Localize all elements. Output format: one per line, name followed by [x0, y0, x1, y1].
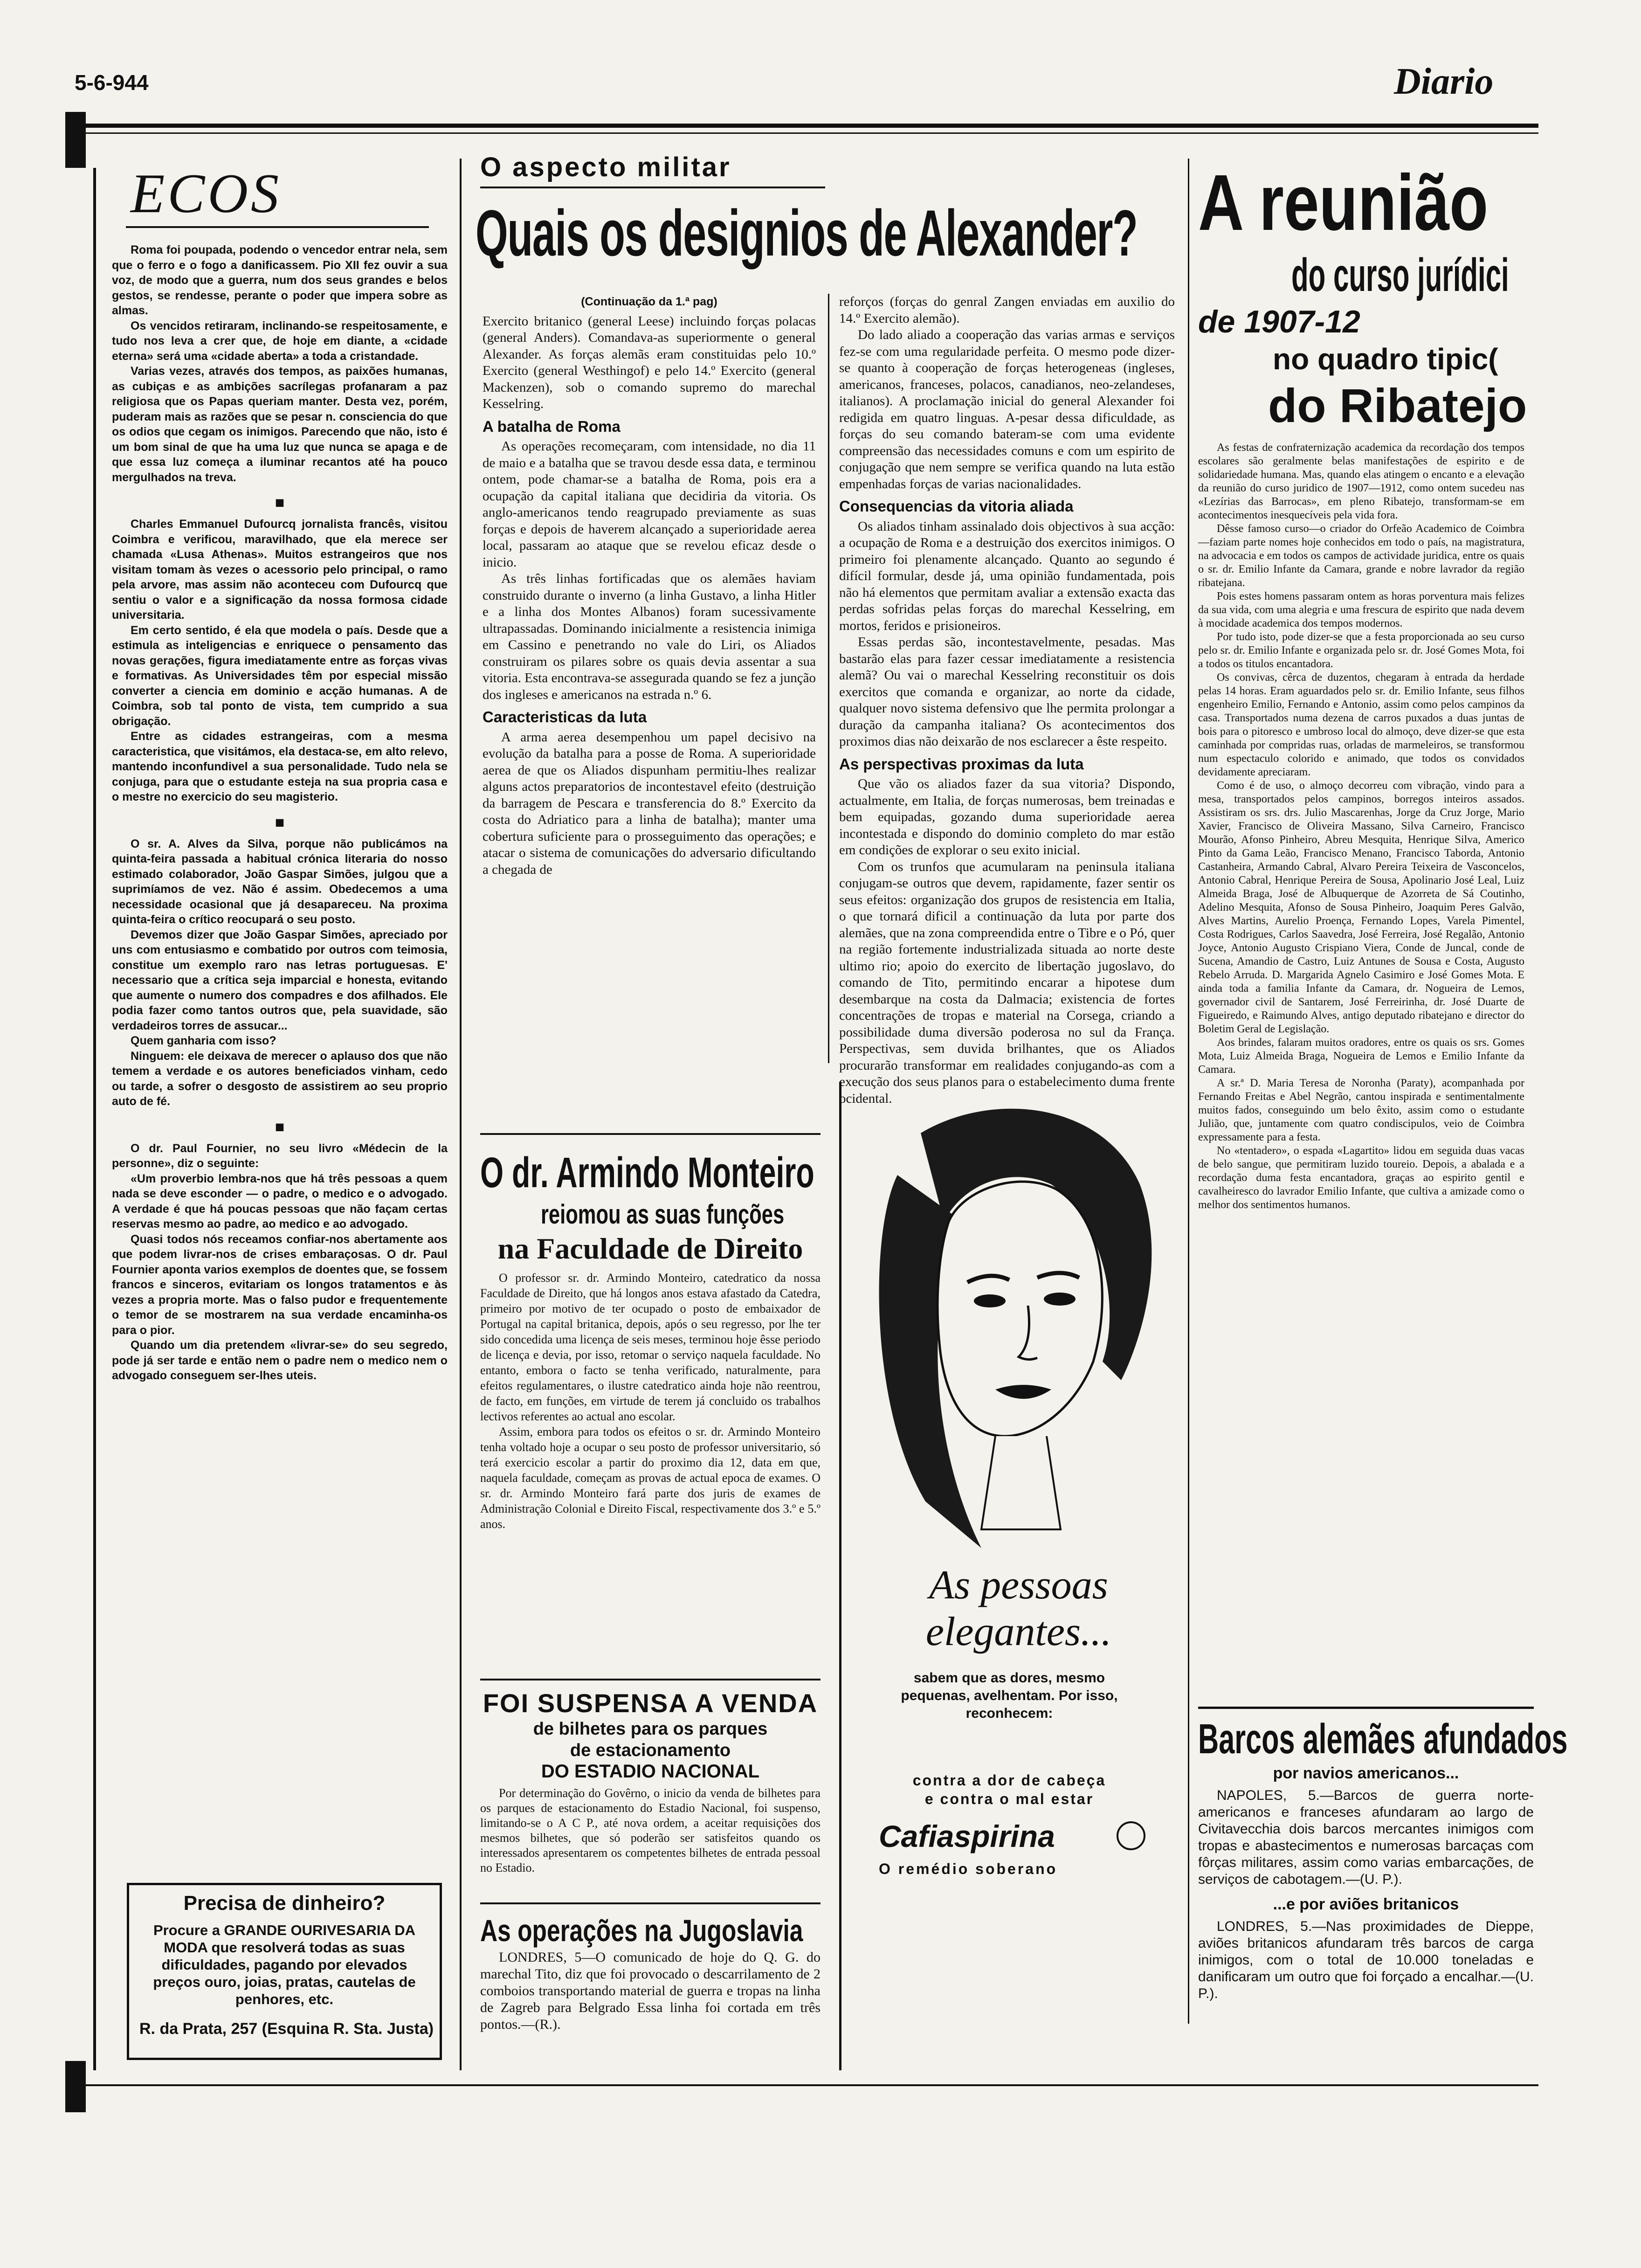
jugoslavia-headline: As operações na Jugoslavia [480, 1913, 803, 1948]
monteiro-text [480, 1270, 820, 1532]
jugoslavia-text: LONDRES, 5—O comunicado de hoje do Q. G. do marechal Tito, diz que foi provocado o descarrilamento de 2 comboios transportando material de guerra e tropas na linha de Zagreb para Belgrado Essa linha foi cortada em três pontos.—(R.). [480, 1950, 820, 2032]
ad-ourivesaria-title: Precisa de dinheiro? [183, 1892, 386, 1915]
monteiro-paragraph: O professor sr. dr. Armindo Monteiro, catedratico da nossa Faculdade de Direito, que há longos anos estava afastado da Catedra, primeiro por motivo de ter ocupado o posto de embaixador de Portugal na capital britanica, depois, após o seu regresso, por lhe ter sido concedida uma licença de seis meses, terminou hoje êsse periodo de licença e devia, por isso, retomar o serviço naquela faculdade. No entanto, embora o facto se tenha verificado, naturalmente, para efeitos regulamentares, o ilustre catedratico ainda hoje não reentrou, de facto, em funções, em virtude de terem já concluido os trabalhos lectivos referentes ao actual ano escolar. [480, 1271, 820, 1423]
ecos-paragraph: Em certo sentido, é ela que modela o país. Desde que a estimula as inteligencias e enriquece o pensamento das novas gerações, figura imediatamente entre as forças vivas e formativas. As Universidades têm por especial missão converter a ciencia em dominio e acção humanas. A de Coimbra, sob tal ponto de vista, tem cumprido a sua obrigação. [112, 623, 448, 728]
militar-paragraph: As três linhas fortificadas que os alemães haviam construido durante o inverno (a linha Gustavo, a linha Hitler e a linha dos Montes Albanos) foram sucessivamente ultrapassadas. Dominando inicialmente a resistencia inimiga em Cassino e penetrando no vale do Liri, os Aliados construiram os pilares sobre os quais devia assentar a sua vitoria. Esta encontrava-se assegurada quando se fez a junção dos ingleses e americanos na estrada n.º 6. [483, 571, 816, 702]
monteiro-paragraph: Assim, embora para todos os efeitos o sr. dr. Armindo Monteiro tenha voltado hoje a ocupar o seu posto de professor universitario, só terá exercicio escolar a partir do proximo dia 12, data em que, naquela faculdade, começam as provas de actual epoca de exames. O sr. dr. Armindo Monteiro fará parte dos juris de exames de Administração Colonial e Direito Fiscal, respectivamente dos 3.º e 5.º anos. [480, 1425, 820, 1531]
ecos-paragraph: Quando um dia pretendem «livrar-se» do seu segredo, pode já ser tarde e então nem o padre nem o medico nem o advogado conseguem ser-lhes uteis. [112, 1339, 448, 1382]
column-rule-mid [828, 294, 829, 1063]
reuniao-line-2: do curso jurídici [1291, 249, 1509, 301]
ecos-paragraph: Os vencidos retiraram, inclinando-se respeitosamente, e tudo nos leva a crer que, de hoje em diante, a «cidade eterna» será uma «cidade aberta» a toda a cristandade. [112, 319, 448, 363]
monteiro-bottom-rule [480, 1679, 820, 1680]
barcos-text: NAPOLES, 5.—Barcos de guerra norte-americanos e franceses afundaram ao largo de Civitavecchia dois barcos mercantes inimigos com tropas e abastecimentos e numerosas barcaças com fôrças militares, assim como varias embarcações, de serviços de cabotagem.—(U. P.). [1198, 1788, 1534, 1887]
reuniao-paragraph: As festas de confraternização academica da recordação dos tempos escolares são geralmente belas manifestações de espirito e de solidariedade humana. Mas, quando elas atingem o encanto e a elevação da reunião do curso juridico de 1907—1912, como ontem sucedeu nas «Lezírias das Barrocas», em pleno Ribatejo, transformam-se em acontecimentos inesquecíveis pela vida fora. [1198, 442, 1524, 521]
reuniao-paragraph: A sr.ª D. Maria Teresa de Noronha (Paraty), acompanhada por Fernando Freitas e Abel Negrão, cantou inspirada e sentimentalmente muitos fados, conseguindo um belo êxito, assim como o estudante Julião, que, juntamente com quatro condiscipulos, veio de Coimbra expressamente para a festa. [1198, 1077, 1524, 1143]
ecos-paragraph: Varias vezes, através dos tempos, as paixões humanas, as cubiças e as ambições sacrílegas profanaram a paz religiosa que os Papas queriam manter. Desta vez, porém, puderam mais as razões que se pesar n. consciencia do que os odios que cegam os inimigos. Parecendo que não, isto é um bom sinal de que ha uma luz que nunca se apaga e de que essa luz começa a iluminar recantos até ha pouco mergulhados na treva. [112, 365, 448, 484]
ecos-title: ECOS [131, 162, 282, 224]
militar-kicker-underline [480, 187, 825, 188]
reuniao-paragraph: Dêsse famoso curso—o criador do Orfeão Academico de Coimbra—faziam parte nomes hoje conhecidos em todo o país, na magistratura, na advocacia e em todos os campos de actividade juridica, entre os quais o sr. dr. Emilio Infante da Camara, grande e nobre lavrador da região ribatejana. [1198, 523, 1524, 589]
column-rule-3 [1188, 159, 1189, 2024]
separator-mark: ■ [275, 814, 285, 831]
ad-slogan-1: contra a dor de cabeça [912, 1772, 1106, 1789]
monteiro-headline: O dr. Armindo Monteiro [480, 1149, 814, 1196]
estadio-article [480, 1688, 820, 1875]
reuniao-line-4: no quadro tipic( [1273, 342, 1498, 376]
reuniao-headline: A reunião [1198, 159, 1489, 247]
ad-ourivesaria-body: Procure a GRANDE OURIVESARIA DA MODA que resolverá todas as suas dificuldades, pagando por elevados preços ouro, joias, pratas, cautelas de penhores, etc. [153, 1922, 416, 2007]
estadio-headline: FOI SUSPENSA A VENDA [483, 1688, 818, 1718]
header-rule-top [75, 124, 1538, 128]
ecos-text-4 [112, 1141, 448, 1383]
reuniao-paragraph: Como é de uso, o almoço decorreu com vibração, vindo para a mesa, transportados pelos campinos, borregos inteiros assados. Assistiram os srs. drs. Julio Mascarenhas, Jorge da Cruz Jorge, Mario Xavier, Francisco de Oliveira Massano, Silva Carneiro, Francisco Mourão, Afonso Pinheiro, Abreu Mesquita, Henrique Silva, Americo Pinto da Gama Leão, Francisco Menano, Francisco Taborda, Antonio Castanheira, Armando Cabral, Alvaro Pereira Teixeira de Vasconcelos, Antonio Cabral, Henrique Pereira de Sousa, Apolinario José Leal, Luiz Almeida Braga, José de Albuquerque de Azorreta de Sá Coutinho, Adelino Mesquita, Afonso de Sousa Pinheiro, Joaquim Peres Galvão, Alves Martins, Aurelio Proença, Fernando Lopes, Varela Pimentel, Costa Rodrigues, Carlos Saavedra, José Ferreira, José Regalão, Antonio Joyce, Antonio Augusto Crispiano Viera, Conde de Juncal, conde de Sucena, Amandio de Castro, Luiz Antunes de Sousa e Costa, Augusto Rebelo Arruda. D. Margarida Agnelo Casimiro e José Gomes Mota. E ainda toda a familia Infante da Camara, dr. Nogueira de Lemos, governador civil de Santarem, José Ferreirinha, dr. José Duarte de Figueiredo, e Raimundo Alves, antigo deputado ribatejano e director do Boletim Geral de Legislação. [1198, 780, 1524, 1035]
militar-paragraph: Que vão os aliados fazer da sua vitoria? Dispondo, actualmente, em Italia, de forças numerosas, bem treinadas e bem equipadas, gozando duma superioridade aerea incontestada e dispondo do dominio completo do mar estão em condições de explorar o seu exito inicial. [839, 776, 1175, 857]
column-rule-2 [460, 159, 462, 2070]
reuniao-line-3: de 1907-12 [1198, 304, 1360, 339]
column-rule-1 [93, 168, 96, 2070]
militar-paragraph: Os aliados tinham assinalado dois objectivos à sua acção: a ocupação de Roma e a destruição dos exercitos inimigos. O primeiro foi plenamente alcançado. Quanto ao segundo é difícil formular, desde já, uma opinião fundamentada, pois não há elementos que permitam avaliar a extensão exacta das perdas sofridas pelas forças do marechal Kesselring, em mortos, feridos e prisioneiros. [839, 519, 1175, 633]
ecos-text-3 [112, 837, 448, 1109]
militar-paragraph: Essas perdas são, incontestavelmente, pesadas. Mas bastarão elas para fazer cessar imediatamente a resistencia alemã? Ou vai o marechal Kesselring reconstituir os dois exercitos que comanda e organizar, ao norte da cidade, qualquer novo sistema defensivo que lhe permita prolongar a duração da campanha italiana? Os acontecimentos dos proximos dias não deixarão de nos esclarecer a êste respeito. [839, 635, 1175, 749]
estadio-subheadline: de bilhetes para os parques de estacionamento [533, 1719, 768, 1760]
continuation-note: (Continuação da 1.ª pag) [581, 295, 717, 308]
ecos-text-2 [112, 517, 448, 805]
militar-paragraph: A arma aerea desempenhou um papel decisivo na evolução da batalha para a posse de Roma. A superioridade aerea de que os Aliados dispunham permitiu-lhes realizar alguns actos preparatorios de incontestavel efeito (destruição da barragem de Pescara e transferencia do 8.º Exercito da costa do Adriatico para a linha de batalha); manter uma cobertura suficiente para o prosseguimento das operações; e atacar o sistema de comunicações do adversario dificultando a chegada de [483, 729, 816, 877]
reuniao-text [1198, 441, 1524, 1212]
militar-paragraph: reforços (forças do genral Zangen enviadas em auxilio do 14.º Exercito alemão). [839, 294, 1175, 326]
ad-brand: Cafiaspirina [879, 1819, 1055, 1853]
reuniao-paragraph: Os convivas, cêrca de duzentos, chegaram à entrada da herdade pelas 14 horas. Eram aguardados pelo sr. dr. Emilio Infante, seus filhos engenheiro Emilio, Fernando e Antonio, assim como pelos campinos da casa. Transportados numa dezena de carros puxados a duas juntas de bois para o pitoresco e umbroso local do almoço, deve dizer-se que esta caminhada por compridas ruas, orladas de marmeleiros, se transformou num espectaculo colorido e animado, que todos os convidados devidamente apreciaram. [1198, 671, 1524, 778]
subheading-perspectivas: As perspectivas proximas da luta [839, 755, 1084, 773]
estadio-subheadline-2: DO ESTADIO NACIONAL [541, 1761, 760, 1782]
estadio-bottom-rule [480, 1902, 820, 1904]
left-margin-block-top [65, 112, 86, 168]
footer-rule [75, 2084, 1538, 2086]
ecos-paragraph: Charles Emmanuel Dufourcq jornalista francês, visitou Coimbra e verificou, maravilhado, que ela merece ser chamada «Lusa Athenas». Muitos estrangeiros que nos visitam tomam às vezes o acessorio pelo principal, o ramo pela arvore, mas assim não aconteceu com Dufourcq que sentiu o valor e a significação da nossa formosa cidade universitaria. [112, 518, 448, 622]
militar-bottom-rule [480, 1133, 820, 1135]
militar-column-1 [483, 294, 816, 878]
militar-paragraph: As operações recomeçaram, com intensidade, no dia 11 de maio e a batalha que se travou desde essa data, e terminou ontem, pode chamar-se a batalha de Roma, pois era a ocupação da capital italiana que decidiria da vitoria. Os anglo-americanos tendo reagrupado previamente as suas forças e depois de haverem alcançado a superioridade aerea local, passaram ao ataque que se revelou eficaz desde o inicio. [483, 439, 816, 570]
ad-ourivesaria-address: R. da Prata, 257 (Esquina R. Sta. Justa) [139, 2020, 434, 2038]
ad-slogan-2: e contra o mal estar [924, 1791, 1094, 1807]
reuniao-paragraph: Aos brindes, falaram muitos oradores, entre os quais os srs. Gomes Mota, Luiz Almeida Braga, Nogueira de Lemos e Emilio Infante da Camara. [1198, 1037, 1524, 1076]
ecos-title-underline [126, 226, 429, 228]
monteiro-article [480, 1147, 820, 1532]
ecos-paragraph: O dr. Paul Fournier, no seu livro «Médecin de la personne», diz o seguinte: [112, 1141, 448, 1170]
subheading-caracteristicas: Caracteristicas da luta [483, 708, 647, 726]
ad-illustration-woman [841, 1082, 1177, 1632]
separator-mark: ■ [275, 1118, 285, 1136]
reuniao-article [1198, 159, 1527, 1212]
subheading-batalha: A batalha de Roma [483, 417, 621, 435]
militar-paragraph: Do lado aliado a cooperação das varias armas e serviços fez-se com uma regularidade perfeita. O mesmo pode dizer-se quanto à cooperação de forças heterogeneas (ingleses, americanos, franceses, polacos, canadianos, neo-zelandeses, italianos). A proclamação inicial do general Alexander foi redigida em quatro linguas. A-pesar dessa dificuldade, as forças do seu comando bateram-se com uma evidente compreensão das necessidades comuns e com um espirito de conjugação que nem sempre se verifica quando na luta estão empenhadas forças de varias nacionalidades. [839, 327, 1175, 491]
barcos-subheadline: por navios americanos... [1273, 1764, 1459, 1782]
reuniao-line-5: do Ribatejo [1268, 379, 1527, 432]
reuniao-paragraph: Pois estes homens passaram ontem as horas porventura mais felizes da sua vida, com uma alegria e uma frescura de espirito que nada devem à mocidade academica dos tempos modernos. [1198, 590, 1524, 629]
ecos-text-1 [112, 242, 448, 485]
jugoslavia-article [480, 1912, 820, 2033]
reuniao-paragraph: Por tudo isto, pode dizer-se que a festa proporcionada ao seu curso pelo sr. dr. Emilio Infante e organizada pelo sr. dr. José Gomes Mota, foi a todos os titulos encantadora. [1198, 631, 1524, 670]
ecos-paragraph: Quasi todos nós receamos confiar-nos abertamente aos que podem livrar-nos de crises embaraçosas. O dr. Paul Fournier aponta varios exemplos de doentes que, se fossem francos e sinceros, evitariam os longos tratamentos e às vezes a propria morte. Mas o falso pudor e frequentemente o temor de se mostrarem na sua verdade encaminha-os para o pior. [112, 1232, 448, 1337]
left-margin-block-bottom [65, 2061, 86, 2112]
militar-headline: Quais os designios de Alexander? [476, 196, 1138, 270]
masthead: Diario [1394, 61, 1494, 102]
reuniao-bottom-rule [1198, 1707, 1534, 1709]
barcos-article [1198, 1716, 1568, 2002]
ecos-paragraph: Entre as cidades estrangeiras, com a mesma caracteristica, que visitámos, ela destaca-se, em alto relevo, mantendo inconfundivel a sua personalidade. Tudo nela se conjuga, para que o estudante esteja na sua propria casa e o mestre no exercicio do seu magisterio. [112, 730, 448, 803]
militar-kicker: O aspecto militar [480, 152, 731, 182]
ecos-paragraph: Devemos dizer que João Gaspar Simões, apreciado por uns com entusiasmo e combatido por outros com teimosia, constitue um exemplo raro nas letras portuguesas. E' necessario que a crítica seja imparcial e honesta, evitando que aumente o numero dos compadres e dos afilhados. Ele podia fazer como tantos outros que, pela suavidade, são verdadeiros torres de assucar... [112, 928, 448, 1032]
subheading-consequencias: Consequencias da vitoria aliada [839, 498, 1074, 515]
reuniao-paragraph: No «tentadero», o espada «Lagartito» lidou em seguida duas vacas de belo sangue, que permitiram luzido toureio. Depois, a abalada e a recordação duma festa encantadora, graças ao espirito gentil e cavalheiresco do lavrador Emilio Infante, que cultiva a amizade como o melhor dos sentimentos humanos. [1198, 1145, 1524, 1211]
ad-script-text: As pessoas elegantes... [925, 1563, 1112, 1654]
monteiro-subheadline: reiomou as suas funções [541, 1199, 785, 1230]
bayer-cross-icon [1117, 1821, 1145, 1850]
issue-date: 5-6-944 [75, 70, 149, 95]
monteiro-subheadline-2: na Faculdade de Direito [497, 1232, 803, 1265]
ad-body: sabem que as dores, mesmo pequenas, avelhentam. Por isso, reconhecem: [901, 1670, 1118, 1721]
header-rule-bottom [75, 132, 1538, 134]
ad-tagline: O remédio soberano [879, 1860, 1058, 1877]
ecos-paragraph: Ninguem: ele deixava de merecer o aplauso dos que não temem a verdade e os autores beneficiados vinham, cedo ou tarde, a sofrer o desgosto de assistirem ao seu proprio auto de fé. [112, 1049, 448, 1108]
separator-mark: ■ [275, 494, 285, 512]
militar-column-2 [839, 294, 1175, 1107]
estadio-text: Por determinação do Govêrno, o inicio da venda de bilhetes para os parques de estacionamento do Estadio Nacional, foi suspenso, limitando-se o A C P., até nova ordem, a aceitar requisições dos mesmos bilhetes, que só poderão ser satisfeitos quando os interessados apresentarem os competentes bilhetes de entrada pessoal no Estadio. [480, 1786, 820, 1874]
ecos-paragraph: O sr. A. Alves da Silva, porque não publicámos na quinta-feira passada a habitual crónica literaria do nosso estimado colaborador, João Gaspar Simões, julgou que a suprimíamos de vez. Não é assim. Obedecemos a uma necessidade ocasional que já desapareceu. Na proxima quinta-feira o crítico reocupará o seu posto. [112, 837, 448, 926]
ecos-paragraph: «Um proverbio lembra-nos que há três pessoas a quem nada se deve esconder — o padre, o medico e o advogado. A verdade é que há poucas pessoas que não façam certas reservas mesmo ao padre, ao medico e ao advogado. [112, 1172, 448, 1231]
militar-paragraph: Exercito britanico (general Leese) incluindo forças polacas (general Anders). Comandava-as superiormente o general Alexander. As forças alemãs eram constituidas pelo 10.º Exercito (general Westhingof) e pelo 14.º Exercito (general Mackenzen), sob o comando supremo do marechal Kesselring. [483, 313, 816, 411]
barcos-subheadline-2: ...e por aviões britanicos [1273, 1895, 1459, 1913]
barcos-headline: Barcos alemães afundados [1198, 1716, 1568, 1763]
ecos-section [112, 163, 448, 1383]
ad-ourivesaria [127, 1883, 442, 2060]
ad-cafiaspirina [839, 1082, 1175, 2070]
ecos-paragraph: Quem ganharia com isso? [131, 1034, 276, 1047]
barcos-text-2: LONDRES, 5.—Nas proximidades de Dieppe, aviões britanicos afundaram três barcos de carga inimigos, com o total de 10.000 toneladas e danificaram um outro que foi forçado a encalhar.—(U. P.). [1198, 1919, 1534, 2001]
militar-paragraph: Com os trunfos que acumularam na peninsula italiana conjugam-se outros que devem, rapidamente, fazer sentir os seus efeitos: organização dos grupos de resistencia em Italia, o que tornará dificil a continuação da luta por parte dos alemães, que na zona compreendida entre o Tibre e o Pó, quer na região fortemente industrializada situada ao norte deste ultimo rio; apoio do exercito de libertação jugoslavo, do comando de Tito, permitindo encarar a hipotese dum desembarque na costa da Dalmacia; existencia de fortes concentrações de tropas e material na Corsega, criando a possibilidade duma diversão poderosa no sul da França. Perspectivas, sem duvida brilhantes, que os Aliados procurarão transformar em realidades conjugando-as com a execução dos seus planos para o estabelecimento duma frente ocidental. [839, 859, 1175, 1106]
ecos-paragraph: Roma foi poupada, podendo o vencedor entrar nela, sem que o ferro e o fogo a danificassem. Pio XII fez ouvir a sua voz, de modo que a guerra, num dos seus grandes e belos gestos, se rendesse, perante o poder que impera sobre as almas. [112, 243, 448, 317]
